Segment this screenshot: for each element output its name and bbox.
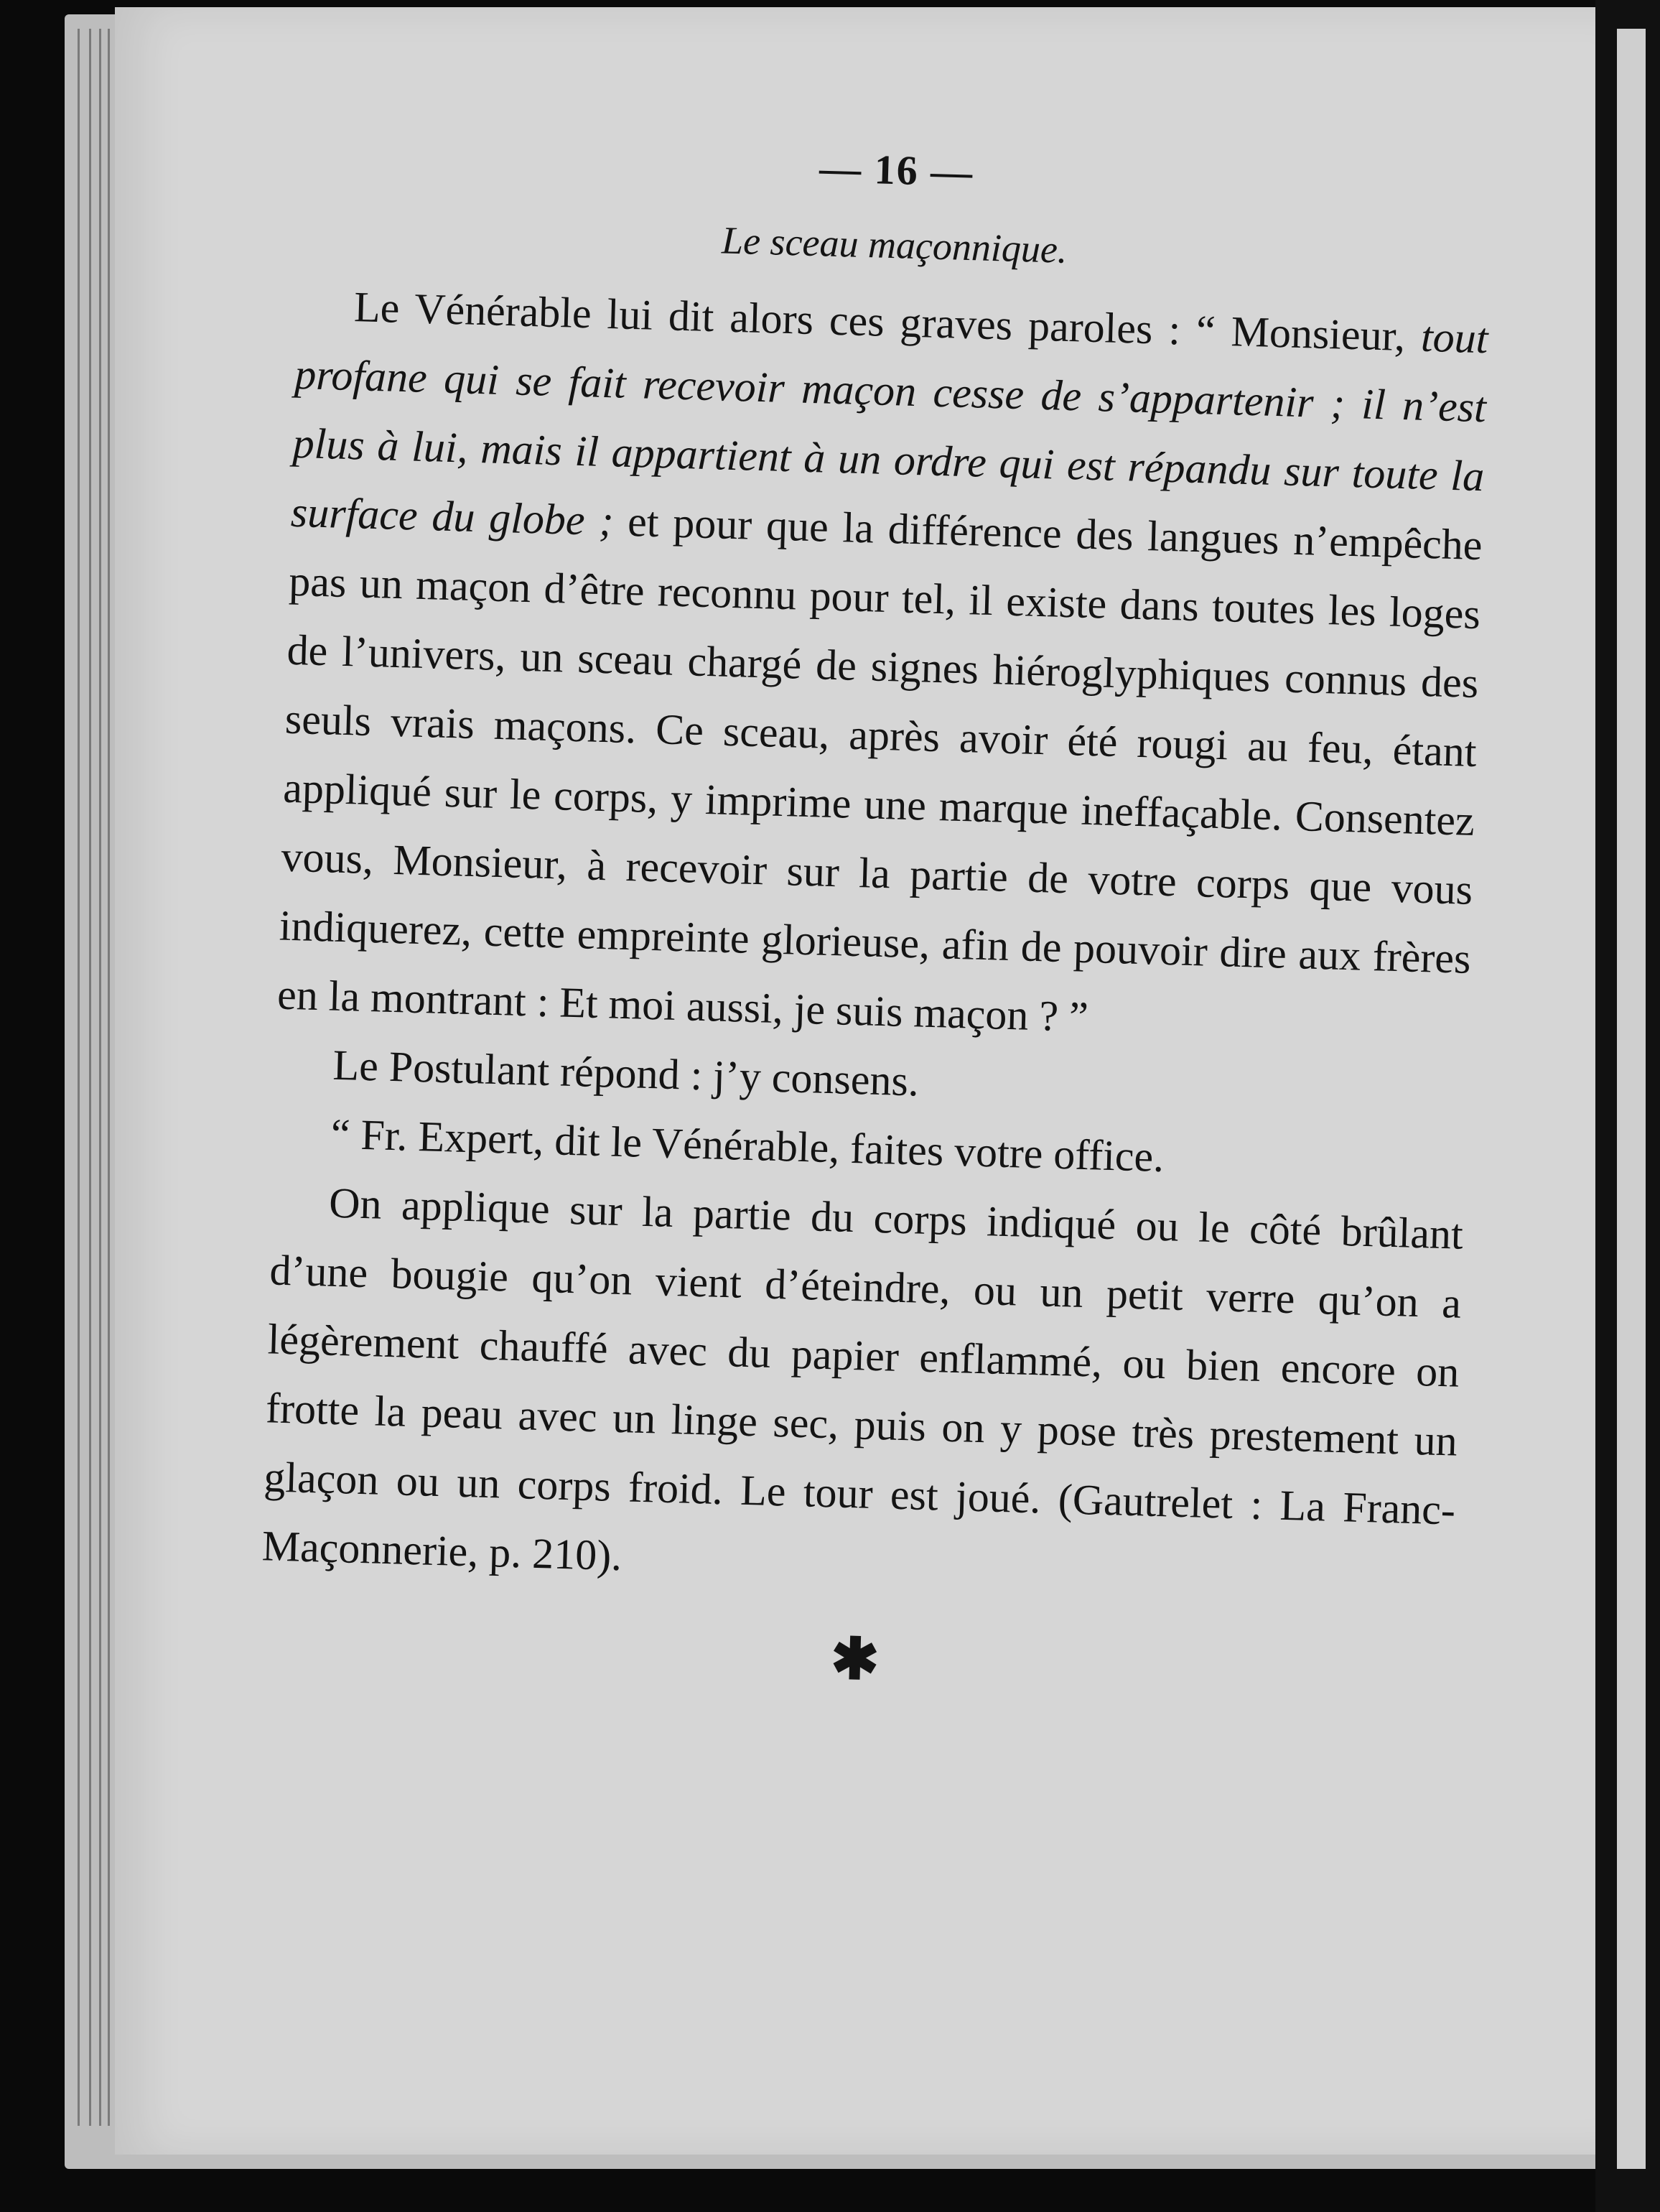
text-block: [258, 129, 1493, 1710]
paragraph-1: [276, 271, 1489, 1062]
paragraph-text: Le Postulant répond : j’y consens.: [332, 1041, 920, 1105]
next-page-edge: [1617, 29, 1646, 2169]
asterisk-ornament: ✱: [830, 1627, 880, 1693]
paragraph-italic-text: tout profane qui se fait recevoir maçon cesse de s’appartenir ; il n’est plus à lui, mais il appartient à un ordre qui est répandu sur toute la surface du globe ;: [290, 312, 1489, 545]
page-edge: [89, 29, 91, 2126]
page-edge: [108, 29, 110, 2126]
paragraph-text: On applique sur la partie du corps indiqué ou le côté brûlant d’une bougie qu’on vient d’éteindre, ou un petit verre qu’on a légèrement chauffé avec du papier enflammé, ou bien encore on frotte la peau avec un linge sec, puis on y pose très prestement un glaçon ou un corps froid. Le tour est joué. (Gautrelet : La Franc-Maçonnerie, p. 210).: [261, 1179, 1464, 1580]
paragraph-4: [261, 1166, 1464, 1613]
paragraph-text: “ Fr. Expert, dit le Vénérable, faites votre office.: [330, 1110, 1165, 1181]
page-edge: [78, 29, 80, 2126]
page-number: — 16 —: [819, 144, 975, 196]
paragraph-text: Le Vénérable lui dit alors ces graves paroles : “ Monsieur,: [353, 283, 1422, 361]
paragraph-text: et pour que la différence des langues n’empêche pas un maçon d’être reconnu pour tel, il existe dans toutes les loges de l’univers, un sceau chargé de signes hiéroglyphiques connus des seuls vrais maçons. Ce sceau, après avoir été rougi au feu, étant appliqué sur le corps, y imprime une marque ineffaçable. Consentez vous, Monsieur, à recevoir sur la partie de votre corps que vous indiquerez, cette empreinte glorieuse, afin de pouvoir dire aux frères en la montrant : Et moi aussi, je suis maçon ? ”: [276, 497, 1483, 1041]
page-edge: [99, 29, 101, 2126]
section-title: Le sceau maçonnique.: [721, 218, 1068, 271]
